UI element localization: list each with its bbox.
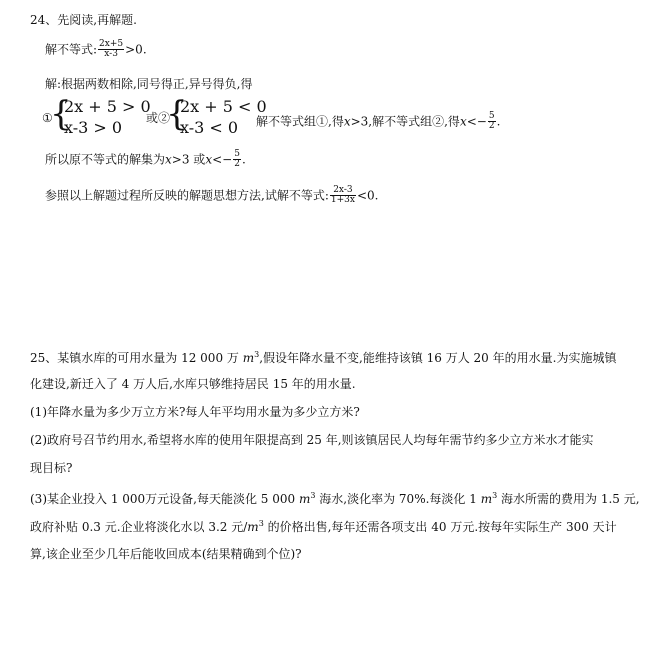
frac-5-2-b xyxy=(233,150,241,170)
frac-5-2-b-num: 5 xyxy=(234,149,240,159)
unit-exp: 3 xyxy=(492,491,498,500)
frac1-num: 2x+5 xyxy=(99,39,124,49)
q25-line-1b: ,假设年降水量不变,能维持该镇 16 万人 20 年的用水量.为实施城镇 xyxy=(259,351,617,365)
unit-exp: 3 xyxy=(254,350,260,359)
q24-conclusion xyxy=(45,150,246,170)
q24-task-suffix: <0. xyxy=(356,188,379,203)
q24-result-2: <− xyxy=(466,114,487,129)
q24-task xyxy=(45,186,378,206)
q25-line-7 xyxy=(30,520,617,533)
q24-period: . xyxy=(496,114,501,129)
frac-5-2-num: 5 xyxy=(488,111,495,121)
q24-fraction-1 xyxy=(98,40,124,60)
q24-circle-1: ① xyxy=(42,111,53,125)
q25-line-5: 现目标? xyxy=(30,461,73,475)
q25-line-7b: 的价格出售,每年还需各项支出 40 万元.按每年实际生产 300 天计 xyxy=(267,520,617,534)
unit-exp: 3 xyxy=(258,519,264,528)
q25-line-6 xyxy=(30,492,640,505)
brace-2: { xyxy=(166,94,188,134)
q24-or: 或② xyxy=(146,111,171,125)
system-1-line-1: 2x + 5 > 0 xyxy=(64,97,151,116)
q25-line-4: (2)政府号召节约用水,希望将水库的使用年限提高到 25 年,则该镇居民人均每年需节约多少立方米水才能实 xyxy=(30,433,594,447)
frac1-den: x-3 xyxy=(104,49,118,60)
q25-line-6a: (3)某企业投入 1 000万元设备,每天能淡化 5 000 xyxy=(30,492,296,506)
frac-5-2 xyxy=(488,112,496,132)
q24-conclusion-c: <− xyxy=(212,152,233,167)
q24-solve-prefix: 解不等式: xyxy=(45,42,98,57)
unit-m: m xyxy=(242,351,255,365)
q25-line-6c: 海水所需的费用为 1.5 元, xyxy=(501,492,640,506)
system-2-line-2: x-3 < 0 xyxy=(180,118,239,137)
x-var: x xyxy=(459,114,467,129)
q25-line-3: (1)年降水量为多少万立方米?每人年平均用水量为多少立方米? xyxy=(30,405,360,419)
q25-line-7a: 政府补贴 0.3 元.企业将淡化水以 3.2 元/ xyxy=(30,520,248,534)
q25-line-6b: 海水,淡化率为 70%.每淡化 1 xyxy=(319,492,477,506)
q24-conclusion-b: >3 或 xyxy=(171,152,206,167)
frac2-den: 1+3x xyxy=(330,195,355,206)
system-1-line-2: x-3 > 0 xyxy=(64,118,123,137)
brace-1: { xyxy=(50,94,72,134)
unit-exp: 3 xyxy=(310,491,316,500)
q24-problem xyxy=(45,40,147,60)
q24-period-b: . xyxy=(241,152,246,167)
unit-m: m xyxy=(298,492,311,506)
x-var: x xyxy=(205,152,213,167)
system-2-line-1: 2x + 5 < 0 xyxy=(180,97,267,116)
frac-5-2-den: 2 xyxy=(488,121,495,132)
q25-line-1 xyxy=(30,351,616,364)
q25-line-2: 化建设,新迁入了 4 万人后,水库只够维持居民 15 年的用水量. xyxy=(30,377,356,391)
q24-system-results xyxy=(256,112,500,132)
q24-result-a: 解不等式组①,得 xyxy=(256,114,344,129)
q24-task-prefix: 参照以上解题过程所反映的解题思想方法,试解不等式: xyxy=(45,188,329,203)
x-var: x xyxy=(165,152,172,167)
q24-result-1: >3,解不等式组②,得 xyxy=(350,114,460,129)
frac-5-2-b-den: 2 xyxy=(234,159,240,170)
q24-title: 24、先阅读,再解题. xyxy=(30,13,137,27)
x-var: x xyxy=(343,114,351,129)
unit-m: m xyxy=(480,492,493,506)
q24-fraction-2 xyxy=(330,186,356,206)
q24-solve-suffix: >0. xyxy=(125,42,147,57)
q25-line-1a: 25、某镇水库的可用水量为 12 000 万 xyxy=(30,351,239,365)
frac2-num: 2x-3 xyxy=(330,186,356,196)
q25-line-8: 算,该企业至少几年后能收回成本(结果精确到个位)? xyxy=(30,547,302,561)
q24-hint: 解:根据两数相除,同号得正,异号得负,得 xyxy=(45,77,253,91)
unit-m: m xyxy=(247,520,259,534)
q24-conclusion-a: 所以原不等式的解集为 xyxy=(45,152,166,167)
